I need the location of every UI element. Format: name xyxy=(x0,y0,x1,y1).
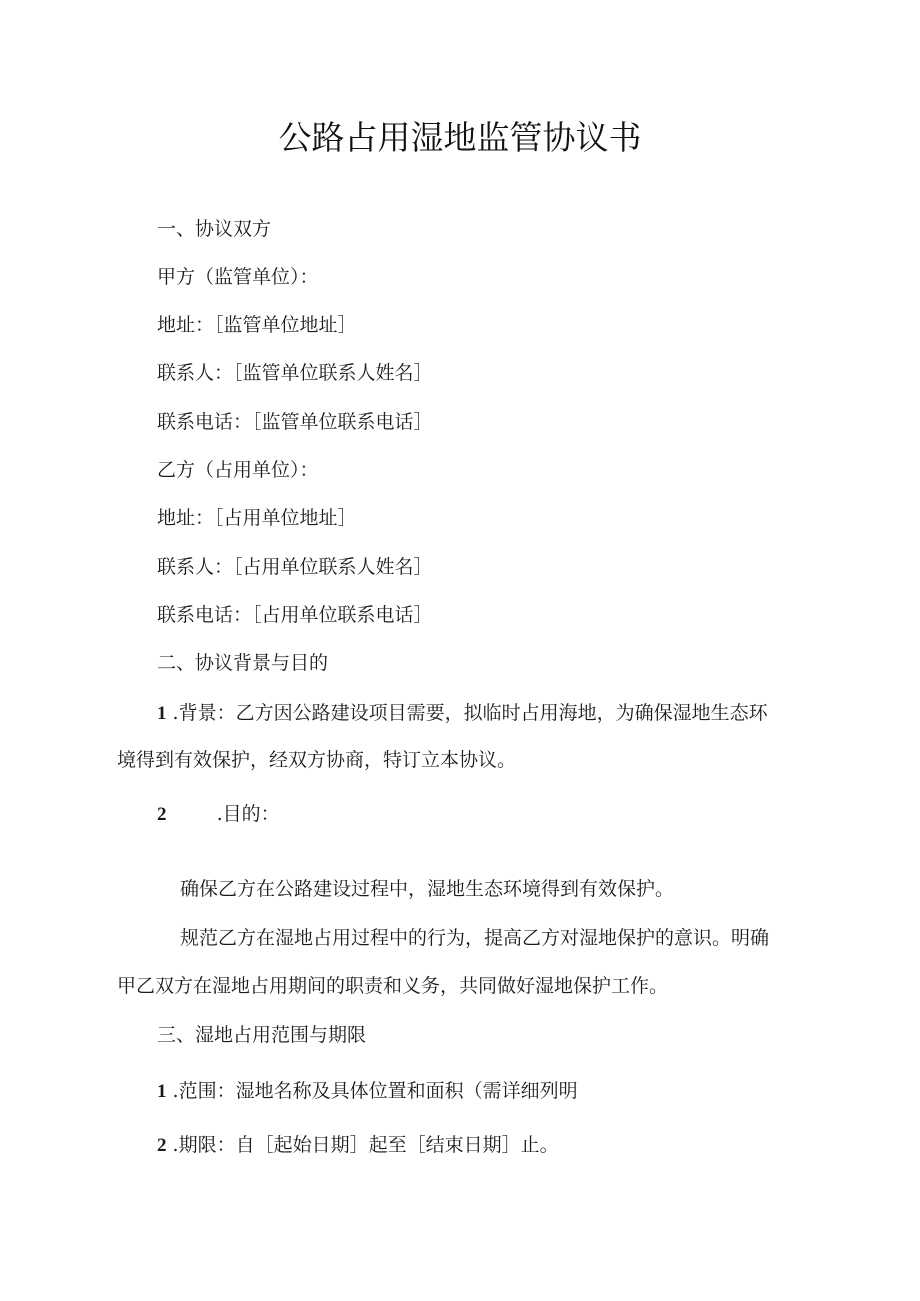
section-1-heading: 一、协议双方 xyxy=(157,218,272,240)
party-a-phone: 联系电话：［监管单位联系电话］ xyxy=(157,411,433,433)
background-text-1: .背景：乙方因公路建设项目需要，拟临时占用海地，为确保湿地生态环 xyxy=(172,702,768,724)
document-title: 公路占用湿地监管协议书 xyxy=(278,118,642,157)
scope-text: .范围：湿地名称及具体位置和面积（需详细列明 xyxy=(172,1080,578,1102)
term-text: .期限：自［起始日期］起至［结束日期］止。 xyxy=(172,1134,559,1156)
section-2-heading: 二、协议背景与目的 xyxy=(157,652,329,674)
background-paragraph-line-2: 境得到有效保护，经双方协商，特订立本协议。 xyxy=(117,749,517,771)
purpose-label: .目的： xyxy=(216,803,280,825)
purpose-heading xyxy=(157,802,280,827)
party-a-contact: 联系人：［监管单位联系人姓名］ xyxy=(157,362,433,384)
term-line xyxy=(157,1133,559,1158)
purpose-item-1: 确保乙方在公路建设过程中，湿地生态环境得到有效保护。 xyxy=(180,878,675,900)
term-number: 2 xyxy=(157,1135,167,1156)
scope-number: 1 xyxy=(157,1081,167,1102)
party-b-contact: 联系人：［占用单位联系人姓名］ xyxy=(157,556,433,578)
purpose-number: 2 xyxy=(157,804,167,825)
background-number: 1 xyxy=(157,703,167,724)
party-b-label: 乙方（占用单位）： xyxy=(157,459,319,481)
party-b-phone: 联系电话：［占用单位联系电话］ xyxy=(157,604,433,626)
section-3-heading: 三、湿地占用范围与期限 xyxy=(157,1024,367,1046)
purpose-item-2-line-2: 甲乙双方在湿地占用期间的职责和义务，共同做好湿地保护工作。 xyxy=(117,975,669,997)
party-a-address: 地址：［监管单位地址］ xyxy=(157,314,357,336)
purpose-item-2-line-1: 规范乙方在湿地占用过程中的行为，提高乙方对湿地保护的意识。明确 xyxy=(180,927,770,949)
scope-line xyxy=(157,1079,578,1104)
background-paragraph-line-1 xyxy=(157,701,768,726)
party-a-label: 甲方（监管单位）： xyxy=(157,266,319,288)
party-b-address: 地址：［占用单位地址］ xyxy=(157,507,357,529)
